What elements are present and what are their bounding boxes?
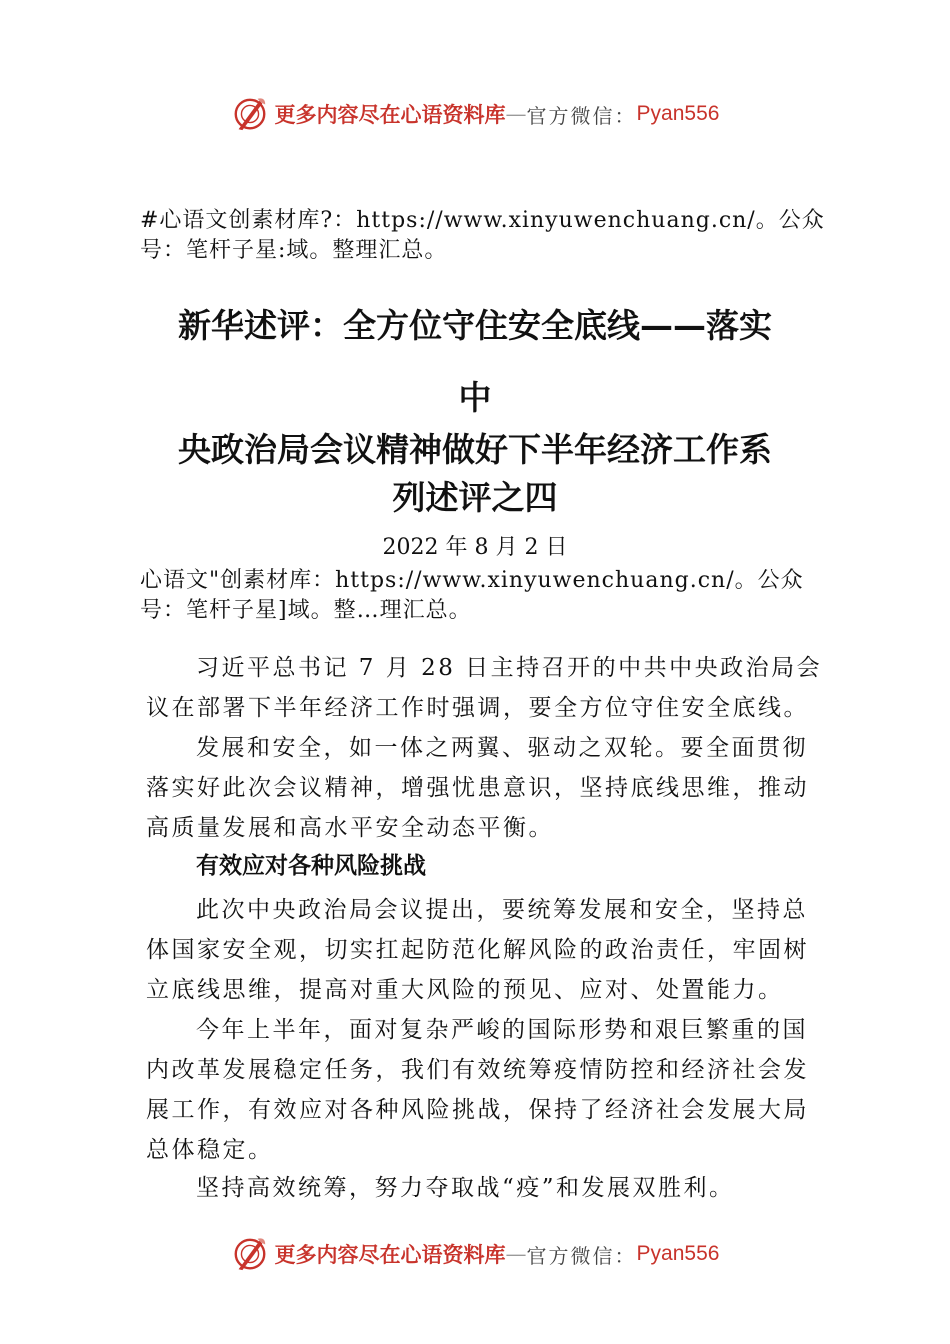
paragraph-2: 发展和安全，如一体之两翼、驱动之双轮。要全面贯彻落实好此次会议精神，增强忧患意识，坚持底线思维，推动高质量发展和高水平安全动态平衡。 [146,735,809,841]
quill-logo-icon [231,95,269,133]
footer-banner-wechat-label: 官方微信： [526,1243,637,1268]
paragraph-3: 此次中央政治局会议提出，要统筹发展和安全，坚持总体国家安全观，切实扛起防范化解风险的政治责任，牢固树立底线思维，提高对重大风险的预见、应对、处置能力。 [146,897,809,1003]
title-line-1: 新华述评：全方位守住安全底线——落实 [178,306,772,345]
banner-wechat-label: 官方微信： [526,103,637,128]
footer-banner-separator: — [505,1242,527,1266]
footer-banner-wechat-id: Pyan556 [636,1242,720,1265]
banner-wechat-id: Pyan556 [636,102,720,125]
footer-banner [0,1232,950,1276]
title-line-3: 央政治局会议精神做好下半年经济工作系 [178,430,772,469]
section-heading: 有效应对各种风险挑战 [196,853,426,879]
paragraph-1: 习近平总书记 7 月 28 日主持召开的中共中央政治局会议在部署下半年经济工作时强调，要全方位守住安全底线。 [146,655,823,721]
paragraph-5: 坚持高效统筹，努力夺取战“疫”和发展双胜利。 [196,1175,735,1201]
header-banner [0,92,950,136]
source-note: #心语文创素材库?：https://www.xinyuwenchuang.cn/。公众号：笔杆子星:域。整理汇总。 [140,208,825,263]
banner-separator: — [505,102,527,126]
title-line-2: 中 [458,378,492,417]
source-note-2: 心语文"创素材库：https://www.xinyuwenchuang.cn/。公众号：笔杆子星]域。整…理汇总。 [140,568,804,623]
paragraph-4: 今年上半年，面对复杂严峻的国际形势和艰巨繁重的国内改革发展稳定任务，我们有效统筹疫情防控和经济社会发展工作，有效应对各种风险挑战，保持了经济社会发展大局总体稳定。 [146,1017,809,1163]
banner-title: 更多内容尽在心语资料库 [274,102,506,127]
quill-logo-icon [231,1235,269,1273]
publish-date: 2022 年 8 月 2 日 [382,535,568,560]
title-line-4: 列述评之四 [392,478,558,517]
footer-banner-title: 更多内容尽在心语资料库 [274,1242,506,1267]
